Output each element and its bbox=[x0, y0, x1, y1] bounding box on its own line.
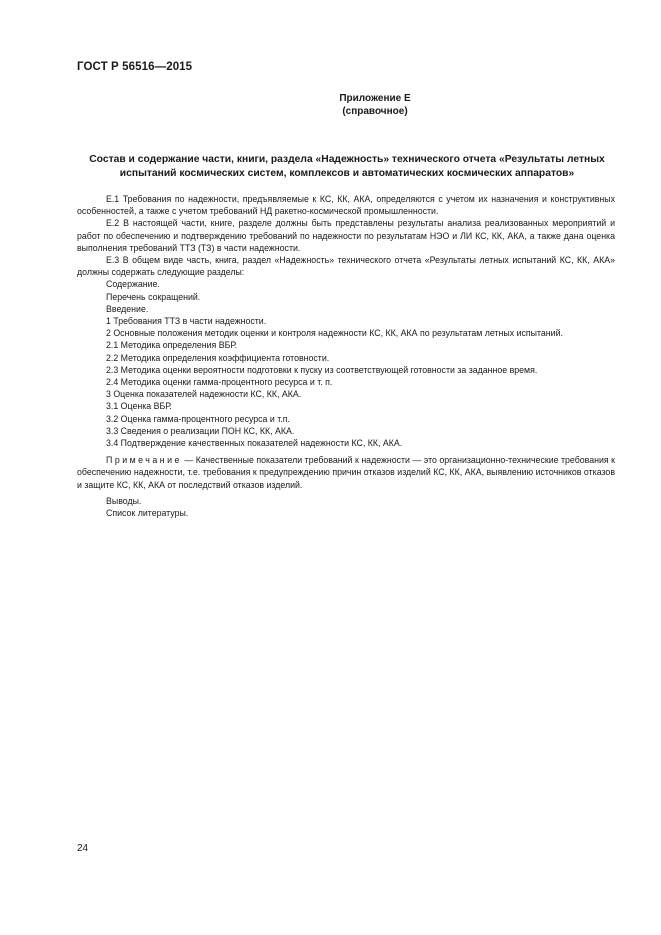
list-item: Содержание. bbox=[106, 279, 160, 290]
page-number: 24 bbox=[77, 843, 89, 854]
note-text: — Качественные показатели требований к надежности — это организационно-технические требования к обеспечению надежности, т.е. требования к предупреждению причин отказов изделий КС, КК, АКА, выявлению источников отказов и защите КС, КК, АКА от последствий отказов изделий. bbox=[77, 455, 615, 490]
list-item: 3.1 Оценка ВБР. bbox=[106, 401, 172, 412]
closing-list bbox=[77, 495, 615, 519]
list-item: 1 Требования ТТЗ в части надежности. bbox=[106, 316, 267, 327]
note-paragraph bbox=[77, 454, 615, 491]
list-item: Список литературы. bbox=[106, 508, 189, 519]
list-item: 2.2 Методика определения коэффициента готовности. bbox=[106, 352, 330, 363]
list-item: Введение. bbox=[106, 303, 149, 314]
list-item: 3.4 Подтверждение качественных показателей надежности КС, КК, АКА. bbox=[106, 438, 403, 449]
note-label: Примечание bbox=[106, 455, 182, 466]
paragraph-e3: Е.3 В общем виде часть, книга, раздел «Надежность» технического отчета «Результаты летных испытаний КС, КК, АКА» должны содержать следующие разделы: bbox=[77, 255, 615, 278]
list-item: 3.3 Сведения о реализации ПОН КС, КК, АКА. bbox=[106, 425, 295, 436]
section-list bbox=[77, 278, 615, 449]
section-title: Состав и содержание части, книги, раздела «Надежность» технического отчета «Результаты летных испытаний космических систем, комплексов и автоматических космических аппаратов» bbox=[89, 154, 605, 179]
list-item: 2.3 Методика оценки вероятности подготовки к пуску из соответствующей готовности за заданное время. bbox=[106, 364, 538, 375]
list-item: 2.1 Методика определения ВБР. bbox=[106, 340, 238, 351]
paragraph-e2: Е.2 В настоящей части, книге, разделе должны быть представлены результаты анализа реализованных мероприятий и работ по обеспечению и подтверждению требований по надежности по результатам НЭО и ЛИ КС, КК, АКА, а также дана оценка выполнения требований ТТЗ (ТЗ) в части надежности. bbox=[77, 218, 615, 253]
list-item: 2.4 Методика оценки гамма-процентного ресурса и т. п. bbox=[106, 377, 333, 388]
list-item: 3.2 Оценка гамма-процентного ресурса и т.п. bbox=[106, 413, 290, 424]
document-body bbox=[77, 193, 615, 519]
list-item: 2 Основные положения методик оценки и контроля надежности КС, КК, АКА по результатам летных испытаний. bbox=[106, 328, 563, 339]
list-item: Выводы. bbox=[106, 495, 142, 506]
appendix-subtitle: (справочное) bbox=[342, 106, 408, 117]
list-item: Перечень сокращений. bbox=[106, 291, 201, 302]
appendix-heading bbox=[250, 92, 500, 118]
appendix-title: Приложение Е bbox=[339, 93, 411, 104]
standard-number: ГОСТ Р 56516—2015 bbox=[77, 61, 193, 73]
paragraph-e1: Е.1 Требования по надежности, предъявляемые к КС, КК, АКА, определяются с учетом их назначения и конструктивных особенностей, а также с учетом требований НД ракетно-космической промышленности. bbox=[77, 194, 615, 217]
list-item: 3 Оценка показателей надежности КС, КК, АКА. bbox=[106, 389, 302, 400]
